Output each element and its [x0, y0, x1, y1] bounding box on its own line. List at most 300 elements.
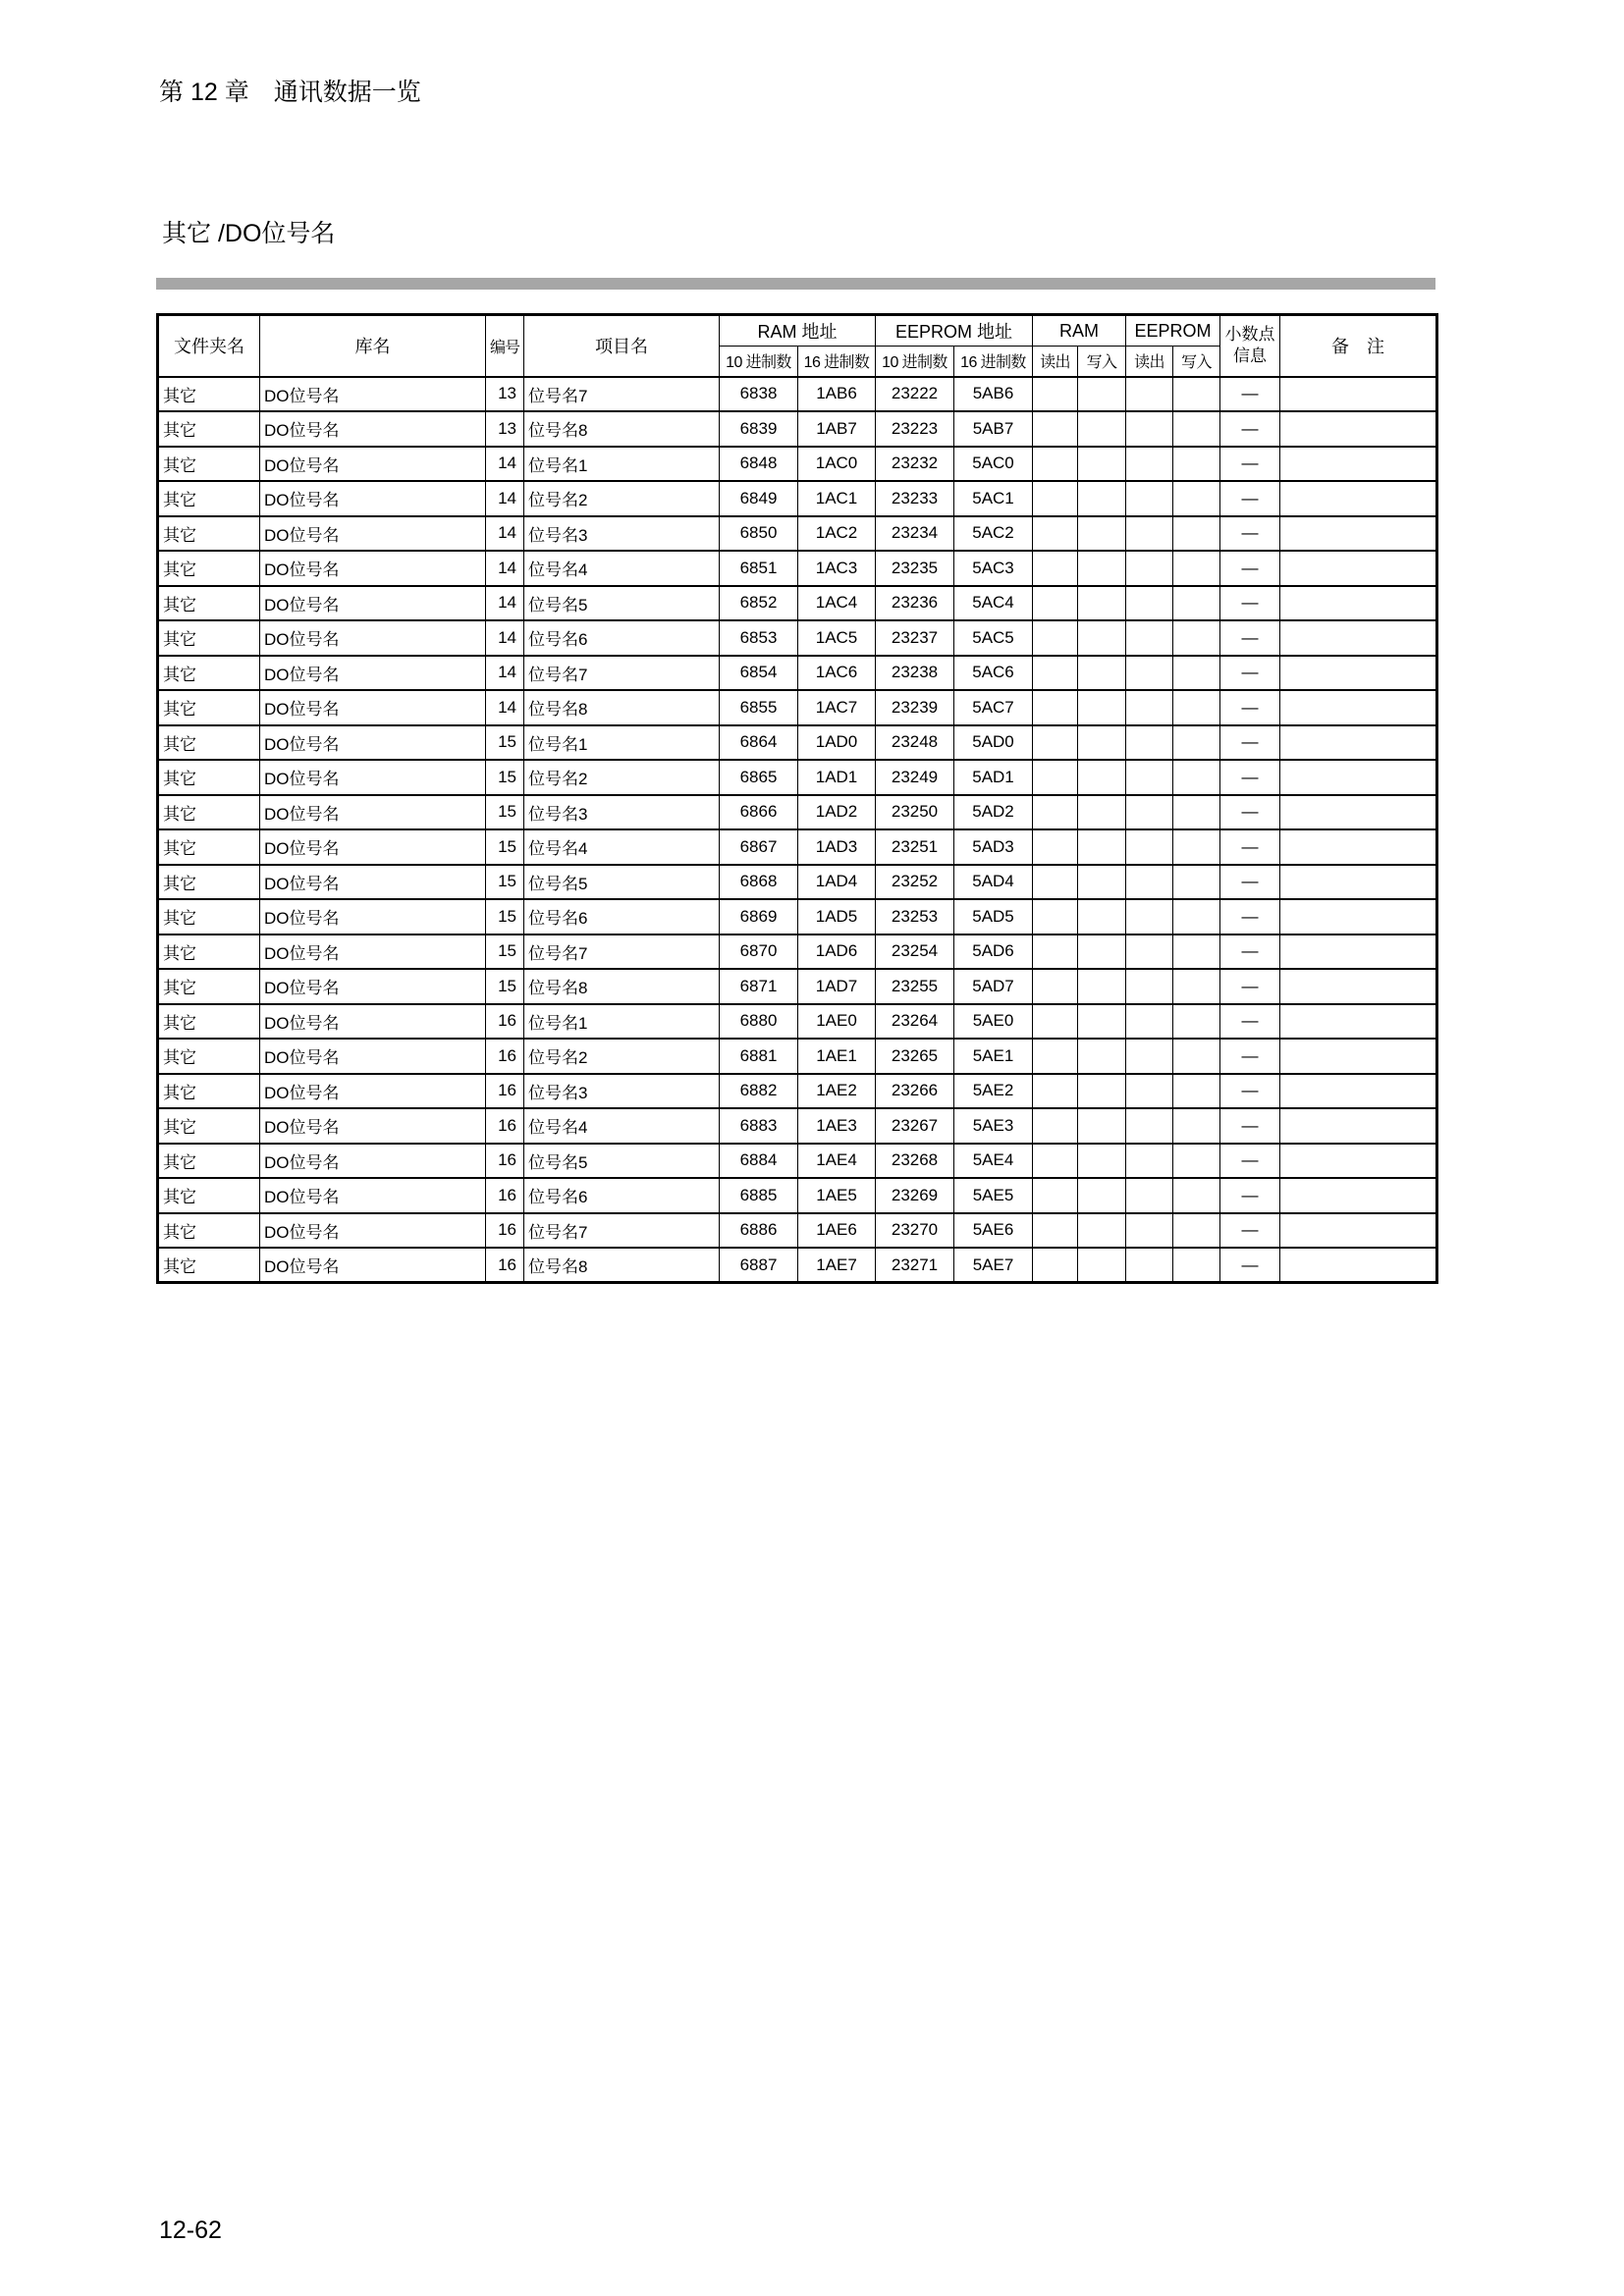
eeprom-write-cell: [1173, 760, 1220, 795]
eeprom-hex-cell: 5AE2: [954, 1074, 1033, 1109]
item-name-cell: 位号名1: [524, 1004, 720, 1040]
eeprom-read-cell: [1126, 1178, 1173, 1213]
item-name-cell: 位号名1: [524, 447, 720, 482]
header-ram-hex: 16 进制数: [798, 347, 876, 377]
folder-cell: 其它: [158, 1248, 260, 1283]
ram-read-cell: [1033, 865, 1078, 900]
header-ram-decimal: 10 进制数: [720, 347, 798, 377]
number-cell: 16: [486, 1144, 524, 1179]
ram-hex-cell: 1AC3: [798, 551, 876, 586]
table-row: [158, 516, 1437, 552]
ram-read-cell: [1033, 1178, 1078, 1213]
folder-cell: 其它: [158, 411, 260, 447]
decimal-info-cell: —: [1220, 934, 1280, 970]
ram-hex-cell: 1AB6: [798, 377, 876, 412]
ram-hex-cell: 1AC0: [798, 447, 876, 482]
remarks-cell: [1280, 1108, 1437, 1144]
eeprom-decimal-cell: 23250: [876, 795, 954, 830]
ram-decimal-cell: 6887: [720, 1248, 798, 1283]
library-cell: DO位号名: [260, 865, 486, 900]
library-cell: DO位号名: [260, 1108, 486, 1144]
number-cell: 16: [486, 1108, 524, 1144]
eeprom-read-cell: [1126, 1108, 1173, 1144]
ram-decimal-cell: 6848: [720, 447, 798, 482]
eeprom-hex-cell: 5AD4: [954, 865, 1033, 900]
table-row: [158, 586, 1437, 621]
header-ram: RAM: [1033, 315, 1126, 347]
eeprom-hex-cell: 5AE1: [954, 1039, 1033, 1074]
ram-read-cell: [1033, 447, 1078, 482]
ram-decimal-cell: 6839: [720, 411, 798, 447]
folder-cell: 其它: [158, 725, 260, 761]
ram-hex-cell: 1AD1: [798, 760, 876, 795]
decimal-info-cell: —: [1220, 1248, 1280, 1283]
folder-cell: 其它: [158, 620, 260, 656]
decimal-info-cell: —: [1220, 481, 1280, 516]
item-name-cell: 位号名4: [524, 1108, 720, 1144]
remarks-cell: [1280, 725, 1437, 761]
number-cell: 14: [486, 656, 524, 691]
remarks-cell: [1280, 865, 1437, 900]
folder-cell: 其它: [158, 1144, 260, 1179]
eeprom-read-cell: [1126, 1213, 1173, 1249]
ram-write-cell: [1078, 899, 1126, 934]
eeprom-read-cell: [1126, 969, 1173, 1004]
folder-cell: 其它: [158, 1213, 260, 1249]
ram-hex-cell: 1AE7: [798, 1248, 876, 1283]
library-cell: DO位号名: [260, 725, 486, 761]
item-name-cell: 位号名5: [524, 586, 720, 621]
remarks-cell: [1280, 934, 1437, 970]
ram-write-cell: [1078, 934, 1126, 970]
eeprom-write-cell: [1173, 1108, 1220, 1144]
item-name-cell: 位号名7: [524, 656, 720, 691]
eeprom-write-cell: [1173, 934, 1220, 970]
eeprom-write-cell: [1173, 1248, 1220, 1283]
eeprom-hex-cell: 5AE7: [954, 1248, 1033, 1283]
eeprom-decimal-cell: 23223: [876, 411, 954, 447]
ram-hex-cell: 1AC5: [798, 620, 876, 656]
eeprom-write-cell: [1173, 1178, 1220, 1213]
eeprom-write-cell: [1173, 690, 1220, 725]
folder-cell: 其它: [158, 656, 260, 691]
item-name-cell: 位号名3: [524, 516, 720, 552]
table-row: [158, 829, 1437, 865]
eeprom-write-cell: [1173, 1144, 1220, 1179]
header-decimal-info: [1220, 315, 1280, 377]
ram-decimal-cell: 6886: [720, 1213, 798, 1249]
eeprom-decimal-cell: 23252: [876, 865, 954, 900]
library-cell: DO位号名: [260, 620, 486, 656]
table-row: [158, 1039, 1437, 1074]
folder-cell: 其它: [158, 481, 260, 516]
remarks-cell: [1280, 411, 1437, 447]
ram-write-cell: [1078, 795, 1126, 830]
remarks-cell: [1280, 481, 1437, 516]
ram-write-cell: [1078, 969, 1126, 1004]
number-cell: 14: [486, 551, 524, 586]
eeprom-decimal-cell: 23235: [876, 551, 954, 586]
decimal-info-cell: —: [1220, 795, 1280, 830]
ram-write-cell: [1078, 1039, 1126, 1074]
table-row: [158, 690, 1437, 725]
ram-write-cell: [1078, 516, 1126, 552]
ram-write-cell: [1078, 411, 1126, 447]
decimal-info-cell: —: [1220, 760, 1280, 795]
eeprom-write-cell: [1173, 1213, 1220, 1249]
ram-decimal-cell: 6867: [720, 829, 798, 865]
eeprom-write-cell: [1173, 829, 1220, 865]
table-row: [158, 1074, 1437, 1109]
table-row: [158, 899, 1437, 934]
eeprom-decimal-cell: 23253: [876, 899, 954, 934]
item-name-cell: 位号名8: [524, 1248, 720, 1283]
eeprom-hex-cell: 5AE3: [954, 1108, 1033, 1144]
number-cell: 13: [486, 377, 524, 412]
eeprom-read-cell: [1126, 1004, 1173, 1040]
table-body: [158, 377, 1437, 1283]
eeprom-hex-cell: 5AD0: [954, 725, 1033, 761]
item-name-cell: 位号名4: [524, 551, 720, 586]
table-row: [158, 969, 1437, 1004]
eeprom-decimal-cell: 23267: [876, 1108, 954, 1144]
table-row: [158, 1004, 1437, 1040]
eeprom-read-cell: [1126, 1074, 1173, 1109]
library-cell: DO位号名: [260, 934, 486, 970]
ram-decimal-cell: 6883: [720, 1108, 798, 1144]
ram-write-cell: [1078, 1178, 1126, 1213]
ram-write-cell: [1078, 829, 1126, 865]
ram-write-cell: [1078, 865, 1126, 900]
eeprom-decimal-cell: 23222: [876, 377, 954, 412]
library-cell: DO位号名: [260, 1039, 486, 1074]
folder-cell: 其它: [158, 795, 260, 830]
number-cell: 16: [486, 1039, 524, 1074]
eeprom-hex-cell: 5AD3: [954, 829, 1033, 865]
ram-decimal-cell: 6865: [720, 760, 798, 795]
header-remarks: 备 注: [1280, 315, 1437, 377]
eeprom-hex-cell: 5AE0: [954, 1004, 1033, 1040]
item-name-cell: 位号名2: [524, 1039, 720, 1074]
remarks-cell: [1280, 829, 1437, 865]
decimal-info-cell: —: [1220, 1004, 1280, 1040]
eeprom-hex-cell: 5AC6: [954, 656, 1033, 691]
remarks-cell: [1280, 1213, 1437, 1249]
ram-decimal-cell: 6884: [720, 1144, 798, 1179]
table-row: [158, 1108, 1437, 1144]
ram-read-cell: [1033, 656, 1078, 691]
ram-write-cell: [1078, 1004, 1126, 1040]
ram-decimal-cell: 6871: [720, 969, 798, 1004]
decimal-info-cell: —: [1220, 690, 1280, 725]
decimal-info-cell: —: [1220, 1144, 1280, 1179]
ram-hex-cell: 1AE3: [798, 1108, 876, 1144]
eeprom-write-cell: [1173, 481, 1220, 516]
folder-cell: 其它: [158, 1039, 260, 1074]
ram-read-cell: [1033, 516, 1078, 552]
folder-cell: 其它: [158, 1178, 260, 1213]
eeprom-hex-cell: 5AD6: [954, 934, 1033, 970]
eeprom-decimal-cell: 23254: [876, 934, 954, 970]
table-row: [158, 551, 1437, 586]
item-name-cell: 位号名8: [524, 969, 720, 1004]
remarks-cell: [1280, 516, 1437, 552]
eeprom-hex-cell: 5AC7: [954, 690, 1033, 725]
decimal-info-cell: —: [1220, 1178, 1280, 1213]
ram-read-cell: [1033, 586, 1078, 621]
ram-decimal-cell: 6868: [720, 865, 798, 900]
eeprom-write-cell: [1173, 447, 1220, 482]
eeprom-hex-cell: 5AC4: [954, 586, 1033, 621]
number-cell: 15: [486, 829, 524, 865]
ram-write-cell: [1078, 447, 1126, 482]
eeprom-write-cell: [1173, 725, 1220, 761]
item-name-cell: 位号名3: [524, 1074, 720, 1109]
item-name-cell: 位号名4: [524, 829, 720, 865]
decimal-info-cell: —: [1220, 620, 1280, 656]
library-cell: DO位号名: [260, 586, 486, 621]
eeprom-read-cell: [1126, 481, 1173, 516]
ram-decimal-cell: 6885: [720, 1178, 798, 1213]
ram-decimal-cell: 6881: [720, 1039, 798, 1074]
number-cell: 15: [486, 899, 524, 934]
library-cell: DO位号名: [260, 551, 486, 586]
eeprom-read-cell: [1126, 377, 1173, 412]
ram-decimal-cell: 6882: [720, 1074, 798, 1109]
eeprom-read-cell: [1126, 1144, 1173, 1179]
ram-hex-cell: 1AC7: [798, 690, 876, 725]
ram-read-cell: [1033, 760, 1078, 795]
ram-hex-cell: 1AC6: [798, 656, 876, 691]
decimal-info-cell: —: [1220, 725, 1280, 761]
ram-write-cell: [1078, 1074, 1126, 1109]
table-row: [158, 620, 1437, 656]
library-cell: DO位号名: [260, 1074, 486, 1109]
library-cell: DO位号名: [260, 481, 486, 516]
number-cell: 16: [486, 1213, 524, 1249]
item-name-cell: 位号名1: [524, 725, 720, 761]
remarks-cell: [1280, 1248, 1437, 1283]
eeprom-read-cell: [1126, 725, 1173, 761]
ram-write-cell: [1078, 690, 1126, 725]
ram-hex-cell: 1AC2: [798, 516, 876, 552]
ram-read-cell: [1033, 1248, 1078, 1283]
folder-cell: 其它: [158, 551, 260, 586]
eeprom-hex-cell: 5AB6: [954, 377, 1033, 412]
ram-read-cell: [1033, 1144, 1078, 1179]
eeprom-decimal-cell: 23255: [876, 969, 954, 1004]
eeprom-hex-cell: 5AC0: [954, 447, 1033, 482]
folder-cell: 其它: [158, 690, 260, 725]
ram-decimal-cell: 6864: [720, 725, 798, 761]
eeprom-decimal-cell: 23237: [876, 620, 954, 656]
eeprom-read-cell: [1126, 447, 1173, 482]
eeprom-write-cell: [1173, 899, 1220, 934]
table-row: [158, 1248, 1437, 1283]
ram-read-cell: [1033, 899, 1078, 934]
header-ram-address: RAM 地址: [720, 315, 876, 347]
number-cell: 16: [486, 1178, 524, 1213]
table-row: [158, 934, 1437, 970]
number-cell: 14: [486, 586, 524, 621]
number-cell: 14: [486, 620, 524, 656]
ram-write-cell: [1078, 1108, 1126, 1144]
eeprom-write-cell: [1173, 1004, 1220, 1040]
eeprom-read-cell: [1126, 1248, 1173, 1283]
header-decimal-info-line2: 信息: [1233, 347, 1268, 366]
table-row: [158, 481, 1437, 516]
library-cell: DO位号名: [260, 516, 486, 552]
eeprom-hex-cell: 5AD7: [954, 969, 1033, 1004]
ram-decimal-cell: 6870: [720, 934, 798, 970]
decimal-info-cell: —: [1220, 829, 1280, 865]
ram-write-cell: [1078, 760, 1126, 795]
number-cell: 15: [486, 934, 524, 970]
library-cell: DO位号名: [260, 1004, 486, 1040]
ram-decimal-cell: 6851: [720, 551, 798, 586]
eeprom-hex-cell: 5AE6: [954, 1213, 1033, 1249]
ram-decimal-cell: 6880: [720, 1004, 798, 1040]
ram-read-cell: [1033, 377, 1078, 412]
eeprom-write-cell: [1173, 620, 1220, 656]
eeprom-hex-cell: 5AD2: [954, 795, 1033, 830]
remarks-cell: [1280, 551, 1437, 586]
ram-write-cell: [1078, 1248, 1126, 1283]
ram-read-cell: [1033, 1004, 1078, 1040]
ram-read-cell: [1033, 1039, 1078, 1074]
eeprom-write-cell: [1173, 411, 1220, 447]
eeprom-read-cell: [1126, 551, 1173, 586]
eeprom-write-cell: [1173, 551, 1220, 586]
eeprom-write-cell: [1173, 795, 1220, 830]
table-row: [158, 656, 1437, 691]
eeprom-read-cell: [1126, 899, 1173, 934]
eeprom-hex-cell: 5AC2: [954, 516, 1033, 552]
eeprom-decimal-cell: 23238: [876, 656, 954, 691]
eeprom-write-cell: [1173, 969, 1220, 1004]
table-row: [158, 1178, 1437, 1213]
eeprom-hex-cell: 5AC5: [954, 620, 1033, 656]
eeprom-hex-cell: 5AD5: [954, 899, 1033, 934]
library-cell: DO位号名: [260, 656, 486, 691]
eeprom-hex-cell: 5AC1: [954, 481, 1033, 516]
library-cell: DO位号名: [260, 829, 486, 865]
eeprom-hex-cell: 5AC3: [954, 551, 1033, 586]
eeprom-decimal-cell: 23233: [876, 481, 954, 516]
ram-read-cell: [1033, 1213, 1078, 1249]
eeprom-decimal-cell: 23251: [876, 829, 954, 865]
header-decimal-info-line1: 小数点: [1224, 325, 1275, 345]
folder-cell: 其它: [158, 760, 260, 795]
number-cell: 14: [486, 447, 524, 482]
item-name-cell: 位号名2: [524, 481, 720, 516]
ram-hex-cell: 1AD7: [798, 969, 876, 1004]
library-cell: DO位号名: [260, 899, 486, 934]
decimal-info-cell: —: [1220, 551, 1280, 586]
eeprom-read-cell: [1126, 865, 1173, 900]
eeprom-hex-cell: 5AE4: [954, 1144, 1033, 1179]
number-cell: 13: [486, 411, 524, 447]
decimal-info-cell: —: [1220, 865, 1280, 900]
table-row: [158, 411, 1437, 447]
table-row: [158, 795, 1437, 830]
number-cell: 15: [486, 760, 524, 795]
ram-hex-cell: 1AE4: [798, 1144, 876, 1179]
decimal-info-cell: —: [1220, 899, 1280, 934]
eeprom-write-cell: [1173, 1074, 1220, 1109]
remarks-cell: [1280, 586, 1437, 621]
remarks-cell: [1280, 1074, 1437, 1109]
table-row: [158, 377, 1437, 412]
eeprom-read-cell: [1126, 620, 1173, 656]
item-name-cell: 位号名8: [524, 411, 720, 447]
ram-write-cell: [1078, 1144, 1126, 1179]
ram-hex-cell: 1AC1: [798, 481, 876, 516]
folder-cell: 其它: [158, 934, 260, 970]
ram-read-cell: [1033, 620, 1078, 656]
ram-write-cell: [1078, 620, 1126, 656]
eeprom-read-cell: [1126, 690, 1173, 725]
number-cell: 15: [486, 969, 524, 1004]
number-cell: 14: [486, 516, 524, 552]
ram-hex-cell: 1AE6: [798, 1213, 876, 1249]
remarks-cell: [1280, 1178, 1437, 1213]
remarks-cell: [1280, 377, 1437, 412]
ram-read-cell: [1033, 551, 1078, 586]
ram-write-cell: [1078, 551, 1126, 586]
library-cell: DO位号名: [260, 760, 486, 795]
ram-write-cell: [1078, 377, 1126, 412]
decimal-info-cell: —: [1220, 377, 1280, 412]
decimal-info-cell: —: [1220, 1074, 1280, 1109]
decimal-info-cell: —: [1220, 656, 1280, 691]
eeprom-decimal-cell: 23249: [876, 760, 954, 795]
item-name-cell: 位号名6: [524, 1178, 720, 1213]
header-ram-read: 读出: [1033, 347, 1078, 377]
library-cell: DO位号名: [260, 1178, 486, 1213]
number-cell: 15: [486, 865, 524, 900]
ram-hex-cell: 1AD6: [798, 934, 876, 970]
ram-read-cell: [1033, 1074, 1078, 1109]
page-number: 12-62: [159, 2216, 222, 2244]
eeprom-hex-cell: 5AB7: [954, 411, 1033, 447]
ram-hex-cell: 1AE0: [798, 1004, 876, 1040]
number-cell: 16: [486, 1248, 524, 1283]
table-row: [158, 1144, 1437, 1179]
folder-cell: 其它: [158, 1004, 260, 1040]
eeprom-read-cell: [1126, 760, 1173, 795]
eeprom-decimal-cell: 23270: [876, 1213, 954, 1249]
number-cell: 15: [486, 795, 524, 830]
ram-read-cell: [1033, 795, 1078, 830]
item-name-cell: 位号名8: [524, 690, 720, 725]
item-name-cell: 位号名5: [524, 865, 720, 900]
remarks-cell: [1280, 969, 1437, 1004]
decimal-info-cell: —: [1220, 516, 1280, 552]
eeprom-write-cell: [1173, 656, 1220, 691]
ram-decimal-cell: 6852: [720, 586, 798, 621]
folder-cell: 其它: [158, 586, 260, 621]
item-name-cell: 位号名5: [524, 1144, 720, 1179]
remarks-cell: [1280, 760, 1437, 795]
remarks-cell: [1280, 1039, 1437, 1074]
number-cell: 15: [486, 725, 524, 761]
eeprom-decimal-cell: 23232: [876, 447, 954, 482]
folder-cell: 其它: [158, 516, 260, 552]
header-eeprom-write: 写入: [1173, 347, 1220, 377]
header-number: 编号: [486, 315, 524, 377]
folder-cell: 其它: [158, 447, 260, 482]
